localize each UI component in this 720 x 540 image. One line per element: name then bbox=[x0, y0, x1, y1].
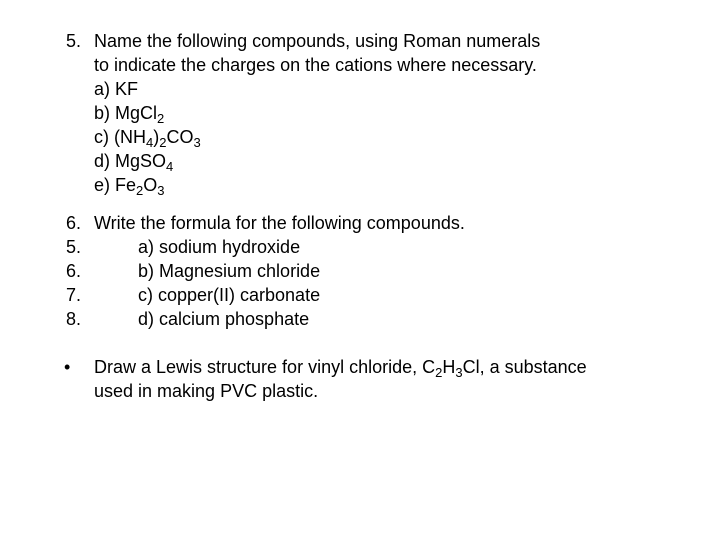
bullet-text-line1: Draw a Lewis structure for vinyl chloride, $C_2H_3Cl$, a substance bbox=[94, 357, 587, 380]
q6-heading: Write the formula for the following compounds. bbox=[94, 213, 465, 233]
bullet-text-line2: used in making PVC plastic. bbox=[94, 381, 319, 401]
q5-item-a-text: a) KF bbox=[94, 79, 139, 99]
q5-number: 5. bbox=[66, 31, 82, 51]
q6-item-text: a) sodium hydroxide bbox=[138, 237, 301, 257]
bullet-icon: • bbox=[64, 357, 71, 377]
q5-item-b-formula: b) MgCl$_2$ bbox=[94, 103, 165, 126]
q6-item-text: d) calcium phosphate bbox=[138, 309, 310, 329]
q5-item-c-formula: c) $(NH_4)_2CO_3$ bbox=[94, 127, 201, 150]
q6-item-text: b) Magnesium chloride bbox=[138, 261, 321, 281]
q6-item-number: 5. bbox=[66, 237, 82, 257]
q6-item-number: 6. bbox=[66, 261, 82, 281]
q6-item-number: 7. bbox=[66, 285, 82, 305]
q6-number: 6. bbox=[66, 213, 82, 233]
q5-prompt-line1: Name the following compounds, using Roman numerals bbox=[94, 31, 541, 51]
q5-prompt-line2: to indicate the charges on the cations where necessary. bbox=[94, 55, 537, 75]
q5-item-e-formula: e) $Fe_2O_3$ bbox=[94, 175, 165, 198]
q5-item-d-formula: d) MgSO$_4$ bbox=[94, 151, 174, 174]
q6-item-text: c) copper(II) carbonate bbox=[138, 285, 321, 305]
q6-item-number: 8. bbox=[66, 309, 82, 329]
